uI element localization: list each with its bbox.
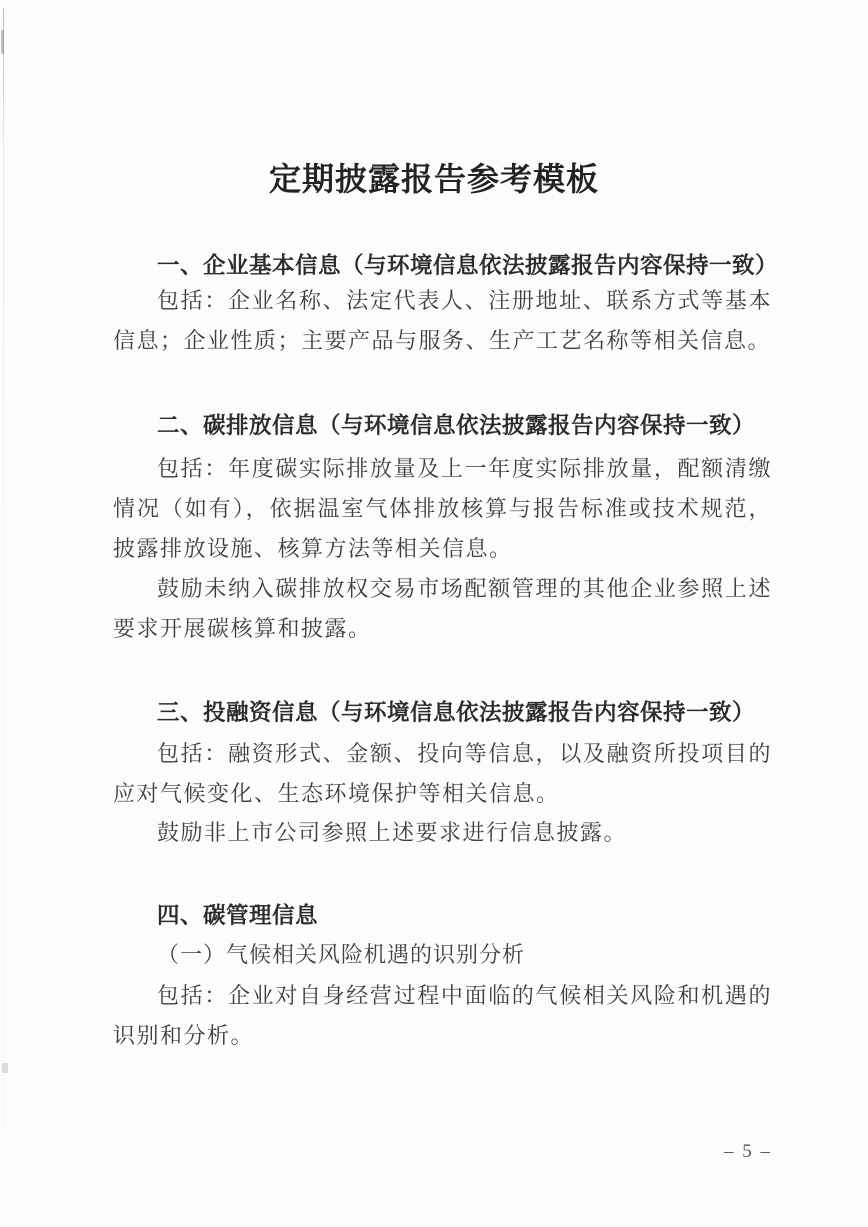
section-2-paragraph-2: 鼓励未纳入碳排放权交易市场配额管理的其他企业参照上述要求开展碳核算和披露。	[113, 576, 772, 641]
section-3-heading: 三、投融资信息（与环境信息依法披露报告内容保持一致）	[157, 700, 756, 725]
section-1-paragraph-1: 包括：企业名称、法定代表人、注册地址、联系方式等基本信息；企业性质；主要产品与服务、生产工艺名称等相关信息。	[113, 288, 772, 353]
section-2-heading: 二、碳排放信息（与环境信息依法披露报告内容保持一致）	[157, 413, 756, 438]
section-4-subheading: （一）气候相关风险机遇的识别分析	[157, 942, 526, 967]
section-4-paragraph-1: 包括：企业对自身经营过程中面临的气候相关风险和机遇的识别和分析。	[113, 983, 772, 1048]
section-2-paragraph-1: 包括：年度碳实际排放量及上一年度实际排放量，配额清缴情况（如有），依据温室气体排放核算与报告标准或技术规范，披露排放设施、核算方法等相关信息。	[113, 456, 772, 561]
section-3-paragraph-2: 鼓励非上市公司参照上述要求进行信息披露。	[157, 820, 628, 845]
section-1-heading: 一、企业基本信息（与环境信息依法披露报告内容保持一致）	[157, 253, 779, 278]
section-4-heading: 四、碳管理信息	[157, 903, 319, 928]
page-number: – 5 –	[724, 1141, 772, 1162]
section-3-paragraph-1: 包括：融资形式、金额、投向等信息，以及融资所投项目的应对气候变化、生态环境保护等相关信息。	[113, 741, 772, 806]
scan-artifact-corner-mark	[1, 30, 4, 54]
scan-artifact-tick-mark	[2, 1063, 8, 1073]
document-title: 定期披露报告参考模板	[268, 161, 599, 197]
